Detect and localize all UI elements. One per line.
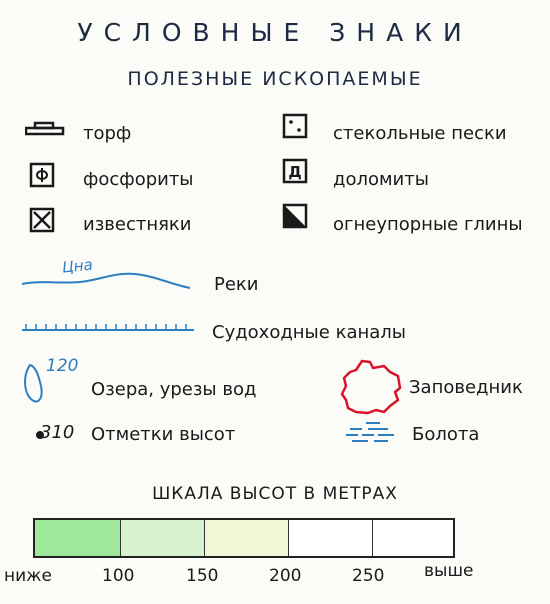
lake-sample-value: 120: [46, 356, 79, 376]
scale-cell-200-250: [289, 520, 373, 556]
mineral-label-glass-sand: стекольные пески: [333, 123, 507, 144]
scale-tick-above: выше: [424, 561, 474, 581]
scale-tick-150: 150: [186, 566, 219, 586]
mineral-label-peat: торф: [83, 123, 132, 144]
mineral-label-refractory-clay: огнеупорные глины: [333, 214, 523, 235]
mineral-label-phosphorite: фосфориты: [83, 169, 194, 190]
dolomite-icon: [282, 158, 308, 184]
scale-title: ШКАЛА ВЫСОТ В МЕТРАХ: [152, 484, 398, 504]
mineral-label-dolomite: доломиты: [333, 169, 429, 190]
scale-cell-above-250: [373, 520, 453, 556]
mineral-label-limestone: известняки: [83, 214, 192, 235]
scale-tick-250: 250: [352, 566, 385, 586]
scale-tick-200: 200: [269, 566, 302, 586]
refractory-clay-icon: [282, 203, 308, 229]
canals-label: Судоходные каналы: [212, 322, 406, 343]
scale-cell-100-150: [121, 520, 205, 556]
peat-icon: [25, 121, 65, 141]
legend-title: УСЛОВНЫЕ ЗНАКИ: [77, 18, 473, 47]
swamp-symbol: [344, 419, 400, 449]
lakes-label: Озера, урезы вод: [91, 379, 257, 400]
river-name-sample: Цна: [61, 255, 94, 277]
minerals-subtitle: ПОЛЕЗНЫЕ ИСКОПАЕМЫЕ: [127, 68, 423, 90]
canal-symbol: [20, 320, 196, 334]
phosphorite-icon: [29, 162, 55, 188]
svg-text:Д: Д: [288, 163, 302, 181]
glass-sand-icon: [282, 113, 308, 139]
elevation-sample-value: 310: [40, 422, 75, 443]
swamps-label: Болота: [412, 424, 480, 445]
elevation-scale-bar: [33, 518, 455, 558]
scale-tick-100: 100: [102, 566, 135, 586]
river-symbol: [20, 258, 192, 296]
scale-tick-below: ниже: [4, 566, 52, 586]
lake-symbol: [22, 362, 46, 406]
reserve-label: Заповедник: [409, 377, 523, 398]
elevation-label: Отметки высот: [91, 424, 236, 445]
scale-cell-below-100: [35, 520, 121, 556]
limestone-icon: [29, 207, 55, 233]
reserve-symbol: [340, 358, 404, 416]
scale-cell-150-200: [205, 520, 289, 556]
rivers-label: Реки: [214, 274, 259, 295]
